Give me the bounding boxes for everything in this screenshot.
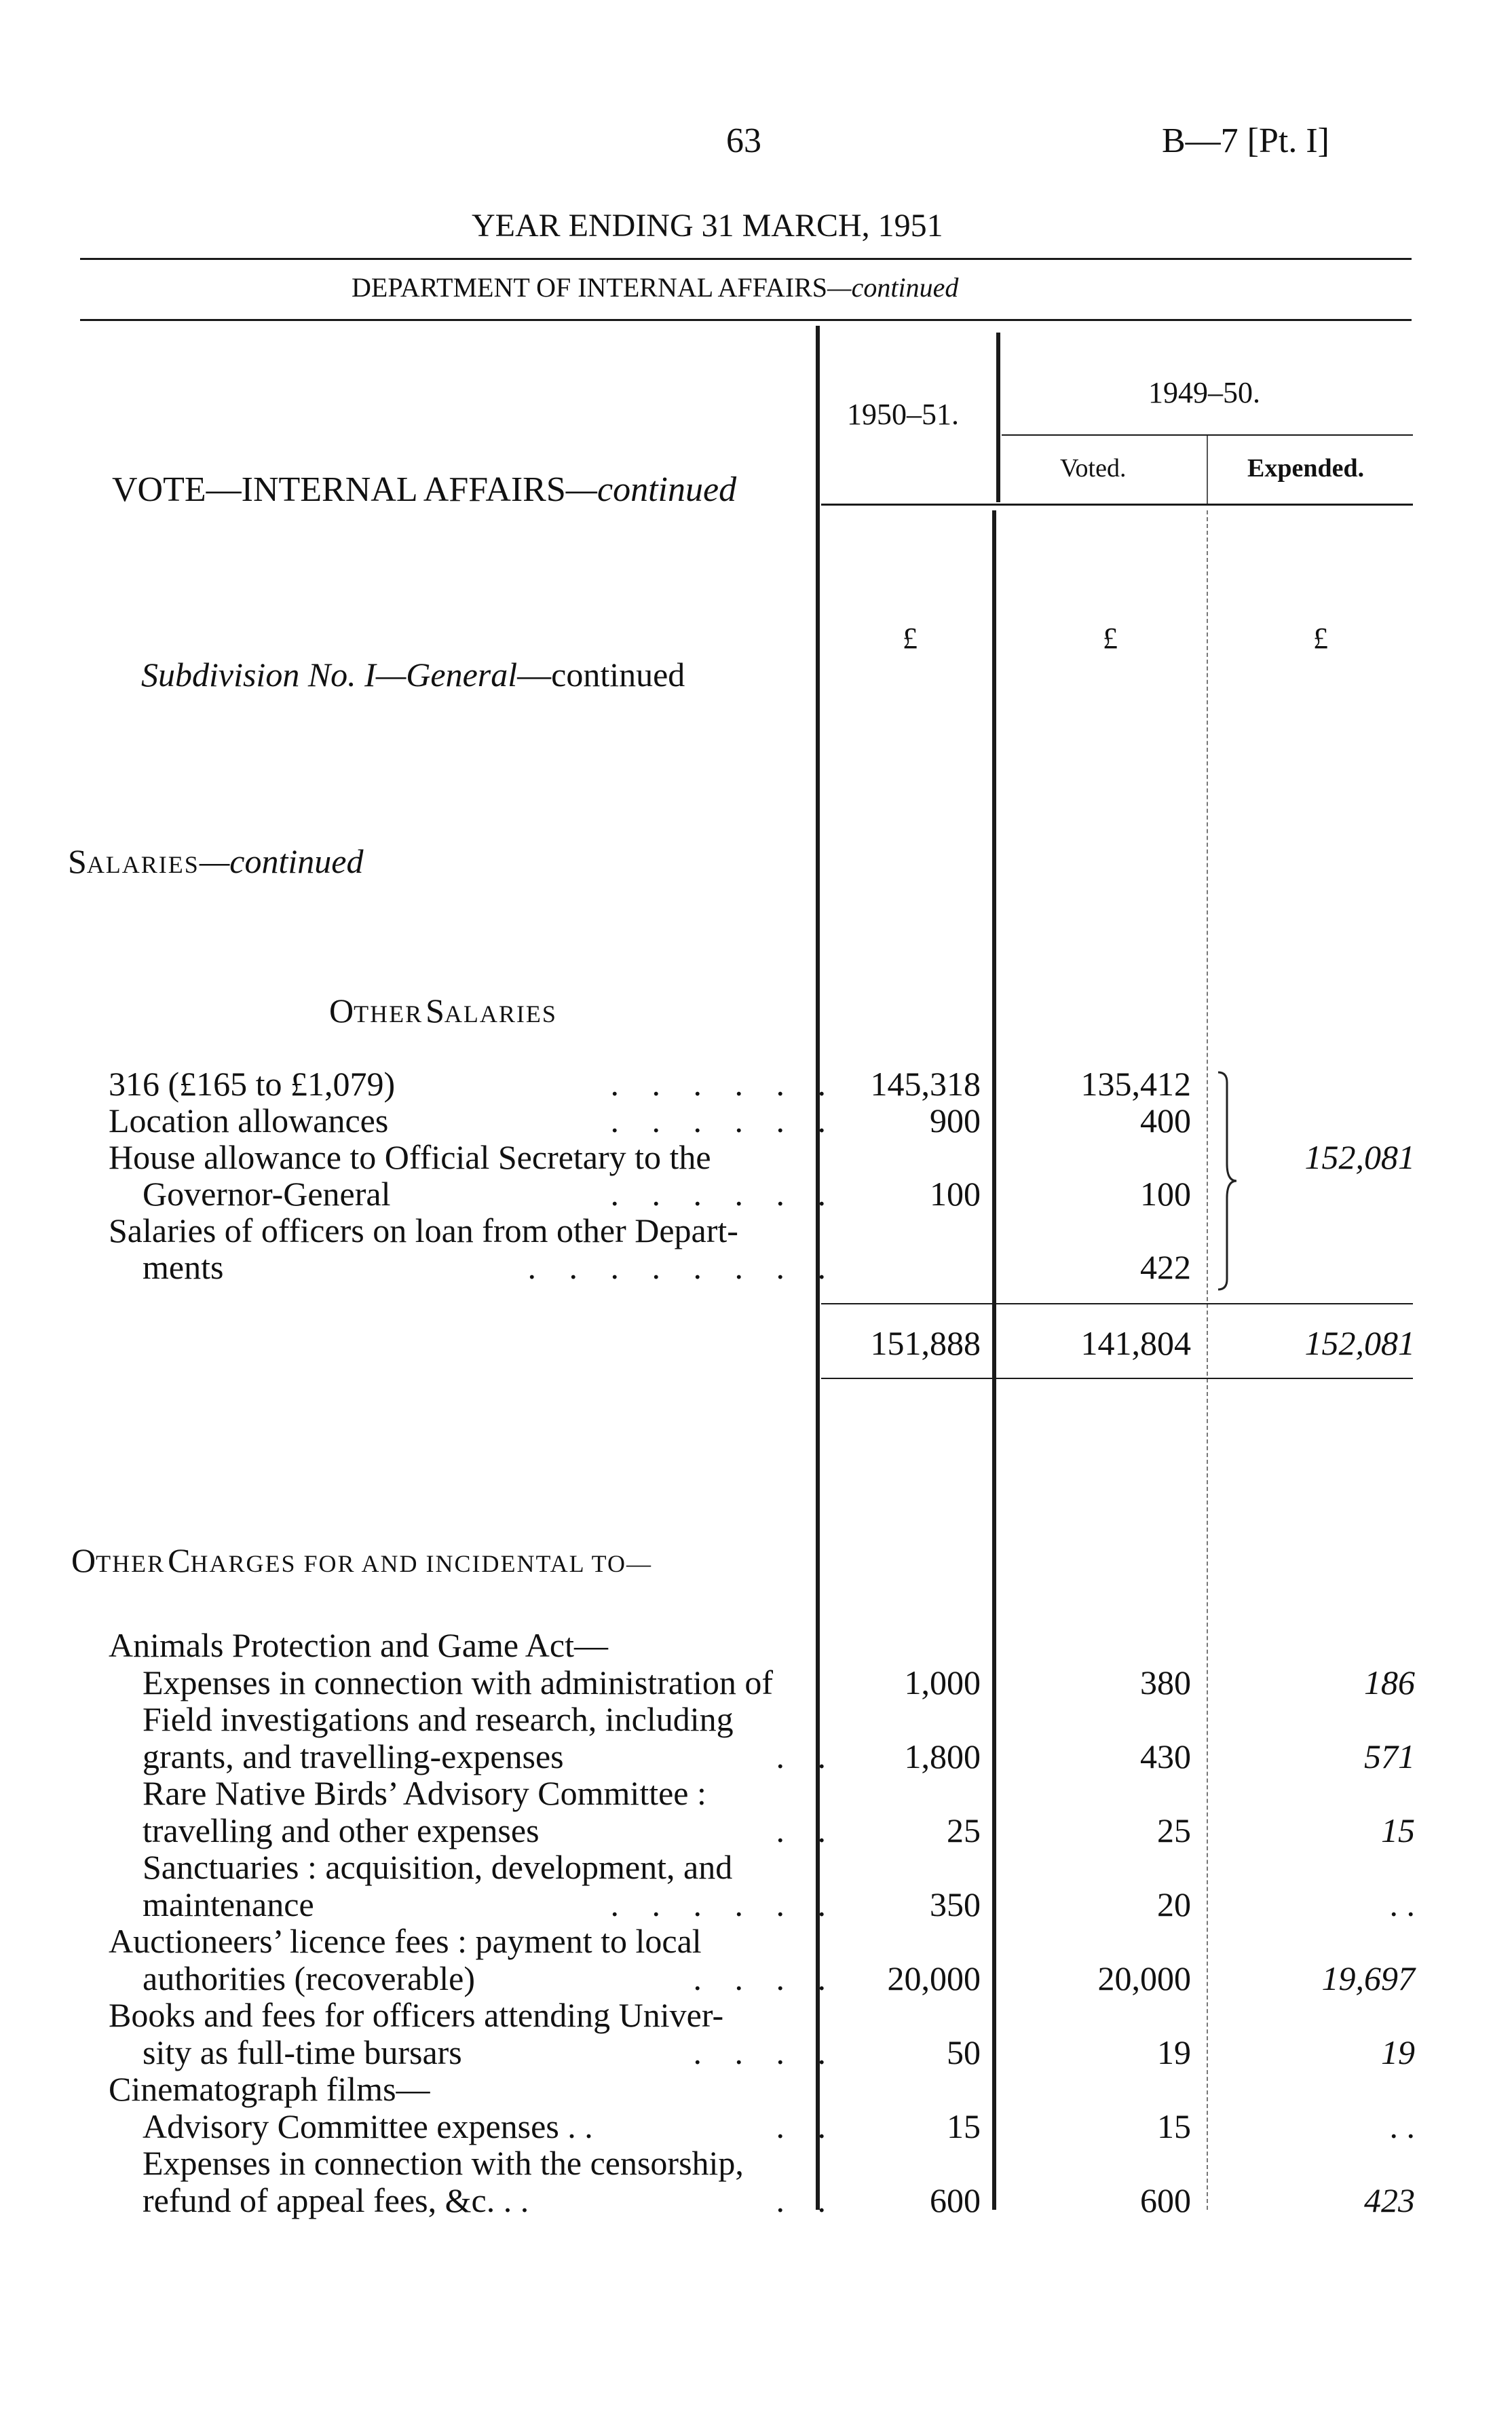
column-header-voted: Voted. bbox=[1060, 454, 1127, 483]
charge-row bbox=[109, 1737, 1466, 1773]
vote-heading bbox=[112, 470, 736, 510]
salary-value-voted: 400 bbox=[1140, 1102, 1191, 1140]
salaries-total-expended: 152,081 bbox=[1304, 1324, 1415, 1362]
vote-continued: —continued bbox=[565, 470, 737, 509]
salary-description: ments bbox=[143, 1248, 224, 1286]
other-salaries-word2: ALARIES bbox=[444, 1000, 557, 1028]
charge-value-1950-51: 20,000 bbox=[887, 1959, 981, 1997]
other-salaries-heading bbox=[329, 991, 557, 1030]
charge-value-voted: 600 bbox=[1140, 2181, 1191, 2219]
charge-value-expended: 19 bbox=[1381, 2033, 1415, 2071]
charge-leader-dots: . . . . . . bbox=[610, 1885, 838, 1923]
column-header-1949-50: 1949–50. bbox=[1148, 376, 1260, 409]
charge-row bbox=[109, 1995, 1466, 2032]
charge-value-expended: . . bbox=[1389, 2107, 1415, 2145]
salaries-rest: ALARIES bbox=[86, 851, 200, 878]
charge-value-voted: 380 bbox=[1140, 1663, 1191, 1701]
salary-description: Governor-General bbox=[143, 1175, 391, 1213]
salary-value-1950-51: 145,318 bbox=[870, 1065, 981, 1103]
other-salaries-initial-o: O bbox=[329, 992, 354, 1030]
subdivision-title: Subdivision No. I—General bbox=[141, 656, 518, 694]
expended-brace bbox=[1215, 1069, 1242, 1293]
charge-description: Sanctuaries : acquisition, development, and bbox=[143, 1848, 733, 1886]
charge-value-expended: 571 bbox=[1364, 1737, 1415, 1775]
department-rule bbox=[80, 319, 1412, 321]
salary-row bbox=[109, 1174, 1466, 1211]
page-number: 63 bbox=[726, 121, 761, 160]
charge-row bbox=[109, 1663, 1466, 1699]
charge-row bbox=[109, 1625, 1466, 1662]
salaries-total-1950: 151,888 bbox=[870, 1324, 981, 1362]
charge-value-expended: 186 bbox=[1364, 1663, 1415, 1701]
charge-value-voted: 15 bbox=[1157, 2107, 1191, 2145]
charge-value-1950-51: 50 bbox=[947, 2033, 981, 2071]
salaries-total-bottom-rule bbox=[821, 1378, 1413, 1379]
charge-leader-dots: . . bbox=[776, 1811, 838, 1849]
document-code: B—7 [Pt. I] bbox=[1162, 121, 1329, 160]
salary-leader-dots: . . . . . . bbox=[610, 1065, 838, 1103]
other-salaries-initial-s: S bbox=[426, 992, 445, 1030]
salary-row bbox=[109, 1101, 1466, 1140]
charge-description: grants, and travelling-expenses bbox=[143, 1737, 564, 1775]
charge-description: Rare Native Birds’ Advisory Committee : bbox=[143, 1774, 706, 1812]
charge-value-1950-51: 1,800 bbox=[904, 1737, 981, 1775]
charge-value-voted: 19 bbox=[1157, 2033, 1191, 2071]
charge-value-expended: . . bbox=[1389, 1885, 1415, 1923]
charge-value-1950-51: 600 bbox=[930, 2181, 981, 2219]
other-charges-rest: HARGES FOR AND INCIDENTAL TO— bbox=[190, 1550, 652, 1577]
charge-description: travelling and other expenses bbox=[143, 1811, 540, 1849]
charge-description: Expenses in connection with the censorship, bbox=[143, 2144, 744, 2182]
charge-leader-dots: . . bbox=[776, 1737, 838, 1775]
charge-row bbox=[109, 1885, 1466, 1921]
other-charges-initial-o: O bbox=[71, 1541, 96, 1579]
column-divider-voted-head bbox=[1207, 436, 1208, 504]
column-header-expended: Expended. bbox=[1247, 454, 1365, 483]
charge-row bbox=[109, 1811, 1466, 1847]
salary-row bbox=[109, 1211, 1466, 1247]
charge-value-1950-51: 25 bbox=[947, 1811, 981, 1849]
charge-value-1950-51: 1,000 bbox=[904, 1663, 981, 1701]
top-rule bbox=[80, 258, 1412, 260]
charge-description: Animals Protection and Game Act— bbox=[109, 1626, 608, 1664]
other-charges-initial-c: C bbox=[168, 1541, 191, 1579]
charge-description: authorities (recoverable) bbox=[143, 1959, 476, 1997]
year-line: YEAR ENDING 31 MARCH, 1951 bbox=[472, 208, 943, 244]
charge-value-expended: 19,697 bbox=[1321, 1959, 1415, 1997]
salary-value-1950-51: 900 bbox=[930, 1102, 981, 1140]
charge-value-expended: 15 bbox=[1381, 1811, 1415, 1849]
charge-row bbox=[109, 2033, 1466, 2069]
salary-row bbox=[109, 1247, 1466, 1284]
salary-row bbox=[109, 1137, 1466, 1174]
charge-description: maintenance bbox=[143, 1885, 314, 1923]
charge-row bbox=[109, 2069, 1466, 2106]
charge-leader-dots: . . . . bbox=[693, 1959, 838, 1997]
charge-leader-dots: . . . . bbox=[693, 2033, 838, 2071]
charge-value-1950-51: 15 bbox=[947, 2107, 981, 2145]
pound-sign-1950: £ bbox=[903, 622, 918, 655]
charge-row bbox=[109, 2107, 1466, 2143]
department-name: DEPARTMENT OF INTERNAL AFFAIRS bbox=[352, 272, 828, 303]
salary-leader-dots: . . . . . . bbox=[610, 1175, 838, 1213]
salary-leader-dots: . . . . . . . . bbox=[527, 1248, 838, 1286]
salary-description: Salaries of officers on loan from other Depart- bbox=[109, 1211, 738, 1249]
salary-description: House allowance to Official Secretary to the bbox=[109, 1138, 711, 1176]
charge-row bbox=[109, 1847, 1466, 1884]
department-continued: —continued bbox=[827, 272, 959, 303]
other-charges-heading bbox=[71, 1541, 652, 1580]
other-salaries-word1: THER bbox=[354, 1000, 423, 1028]
charge-row bbox=[109, 1921, 1466, 1958]
charge-description: Cinematograph films— bbox=[109, 2070, 430, 2108]
salaries-initial: S bbox=[68, 842, 87, 880]
subdivision-continued: —continued bbox=[517, 656, 685, 694]
charge-row bbox=[109, 2143, 1466, 2180]
charge-value-voted: 25 bbox=[1157, 1811, 1191, 1849]
charge-value-voted: 20,000 bbox=[1097, 1959, 1191, 1997]
charge-row bbox=[109, 1773, 1466, 1810]
salary-row bbox=[109, 1064, 1466, 1101]
charge-value-voted: 20 bbox=[1157, 1885, 1191, 1923]
header-bottom-rule bbox=[821, 504, 1413, 506]
charge-description: Auctioneers’ licence fees : payment to local bbox=[109, 1922, 702, 1960]
subdivision-heading bbox=[141, 655, 685, 694]
charge-row bbox=[109, 1959, 1466, 1995]
salary-description: 316 (£165 to £1,079) bbox=[109, 1065, 396, 1103]
salaries-total-voted: 141,804 bbox=[1080, 1324, 1191, 1362]
charge-description: Expenses in connection with administration of bbox=[143, 1663, 773, 1701]
charge-description: Field investigations and research, including bbox=[143, 1700, 734, 1738]
charge-row bbox=[109, 2181, 1466, 2217]
salary-value-voted: 100 bbox=[1140, 1175, 1191, 1213]
salaries-continued: —continued bbox=[199, 842, 364, 880]
charge-description: Books and fees for officers attending Univer- bbox=[109, 1996, 724, 2034]
salary-description: Location allowances bbox=[109, 1102, 389, 1140]
salary-value-expended: 152,081 bbox=[1304, 1138, 1415, 1176]
salary-value-voted: 422 bbox=[1140, 1248, 1191, 1286]
charge-leader-dots: . . bbox=[776, 2181, 838, 2219]
vote-title: VOTE—INTERNAL AFFAIRS bbox=[112, 470, 566, 509]
pound-sign-voted: £ bbox=[1103, 622, 1118, 655]
pound-sign-expended: £ bbox=[1313, 622, 1328, 655]
charge-value-1950-51: 350 bbox=[930, 1885, 981, 1923]
salary-leader-dots: . . . . . . bbox=[610, 1102, 838, 1140]
department-line bbox=[352, 271, 958, 303]
charge-description: sity as full-time bursars bbox=[143, 2033, 462, 2071]
salary-value-1950-51: 100 bbox=[930, 1175, 981, 1213]
charge-row bbox=[109, 1699, 1466, 1736]
charge-description: refund of appeal fees, &c. . . bbox=[143, 2181, 529, 2219]
column-divider-1950 bbox=[996, 333, 1000, 502]
charge-leader-dots: . . bbox=[776, 2107, 838, 2145]
other-charges-word1: THER bbox=[96, 1550, 166, 1577]
charge-value-voted: 430 bbox=[1140, 1737, 1191, 1775]
salaries-total-top-rule bbox=[821, 1303, 1413, 1304]
charge-value-expended: 423 bbox=[1364, 2181, 1415, 2219]
salary-value-voted: 135,412 bbox=[1080, 1065, 1191, 1103]
charge-description: Advisory Committee expenses . . bbox=[143, 2107, 593, 2145]
salaries-heading bbox=[68, 842, 363, 881]
column-header-1950-51: 1950–51. bbox=[847, 398, 959, 431]
